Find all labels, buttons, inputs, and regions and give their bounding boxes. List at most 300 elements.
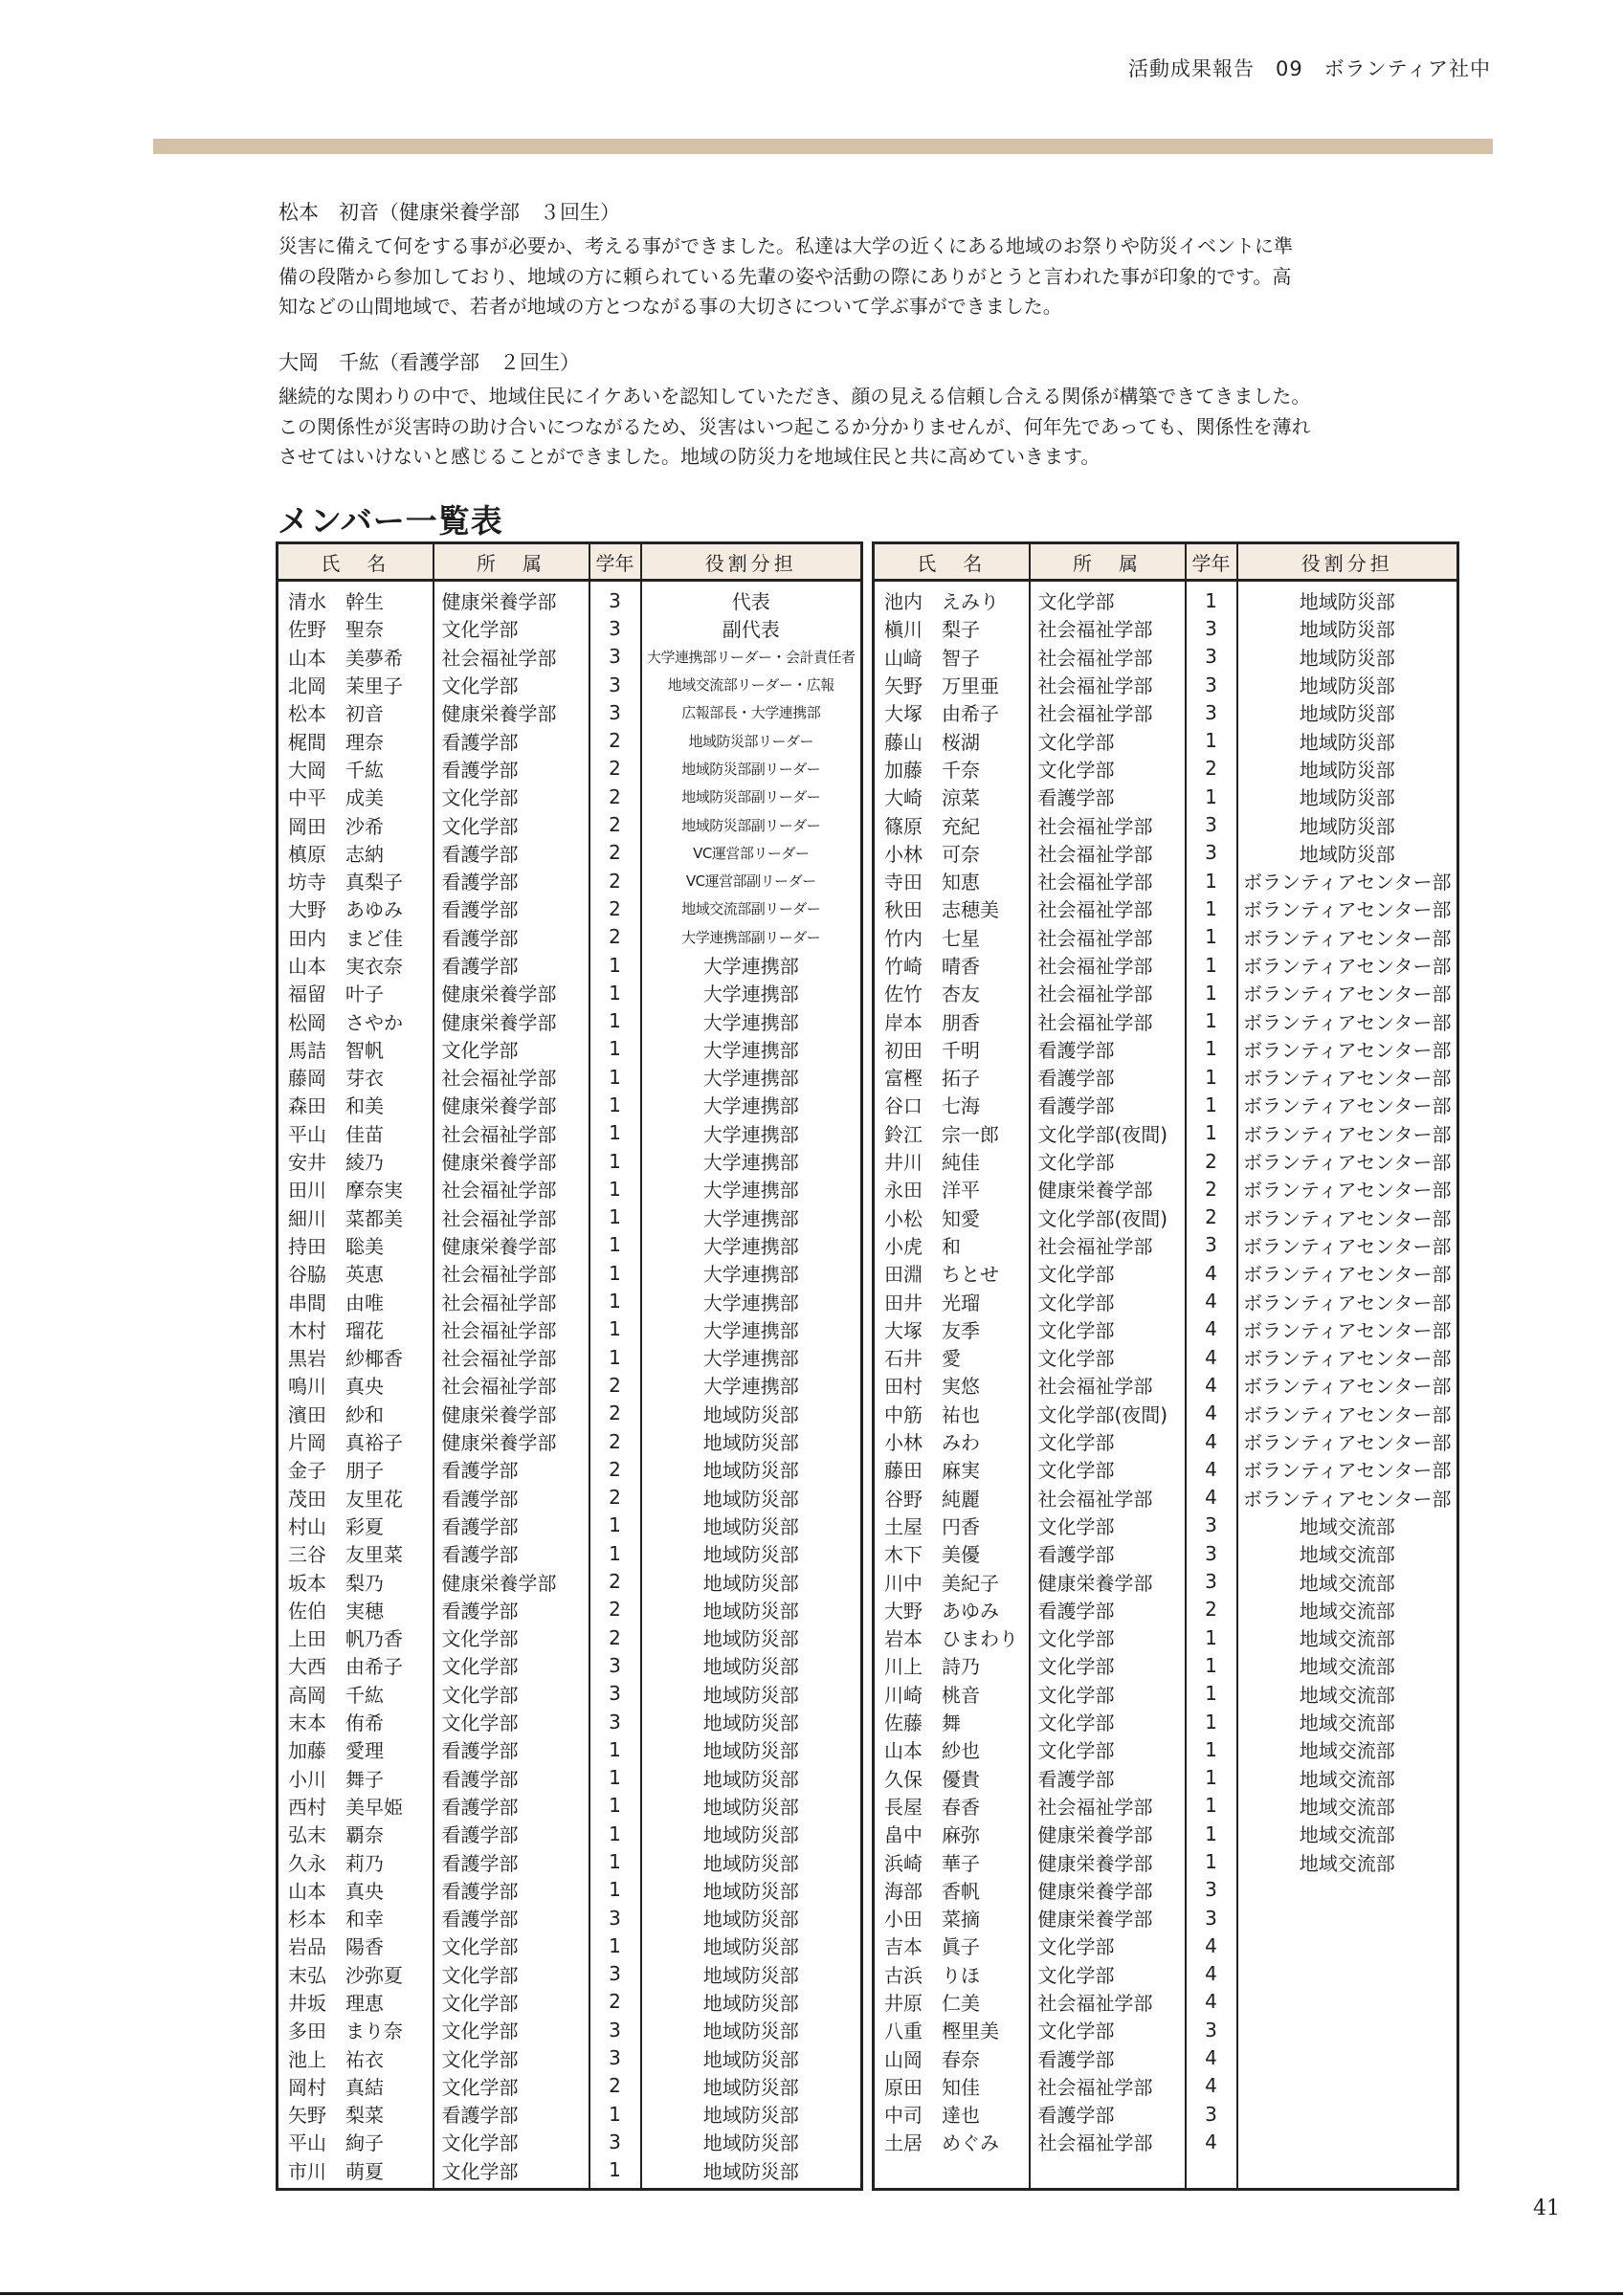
member-name: 原田 知佳	[874, 2072, 1030, 2100]
member-role: 地域交流部	[1237, 1651, 1458, 1679]
member-row	[874, 1259, 1458, 1287]
member-grade: 4	[1186, 1315, 1237, 1343]
member-grade: 1	[589, 1147, 641, 1175]
member-name: 山本 真央	[278, 1876, 434, 1904]
member-affiliation: 健康栄養学部	[1030, 1175, 1186, 1203]
member-name: 秋田 志穂美	[874, 894, 1030, 922]
member-affiliation: 文化学部	[434, 1932, 589, 1959]
member-row	[874, 1400, 1458, 1427]
member-affiliation: 社会福祉学部	[1030, 867, 1186, 894]
member-grade: 1	[589, 1175, 641, 1203]
member-grade: 4	[1186, 1259, 1237, 1287]
member-row	[278, 2128, 862, 2155]
member-name: 大塚 由希子	[874, 698, 1030, 726]
member-name: 矢野 梨菜	[278, 2100, 434, 2128]
member-row	[278, 671, 862, 698]
member-affiliation: 健康栄養学部	[434, 1427, 589, 1455]
member-row	[278, 1315, 862, 1343]
member-role: 地域防災部	[641, 1623, 862, 1651]
member-affiliation: 文化学部	[1030, 1932, 1186, 1959]
member-grade: 1	[1186, 1651, 1237, 1679]
member-table-right	[872, 541, 1459, 2191]
member-affiliation: 社会福祉学部	[434, 1315, 589, 1343]
member-affiliation: 看護学部	[434, 1763, 589, 1791]
member-grade: 1	[1186, 1763, 1237, 1791]
member-affiliation: 社会福祉学部	[434, 1371, 589, 1399]
member-role: ボランティアセンター部	[1237, 1287, 1458, 1314]
member-role: ボランティアセンター部	[1237, 1119, 1458, 1147]
member-role: 地域防災部	[641, 2156, 862, 2184]
member-name: 大岡 千紘	[278, 755, 434, 783]
member-row	[874, 1847, 1458, 1875]
member-name: 初田 千明	[874, 1035, 1030, 1063]
member-row	[278, 1371, 862, 1399]
member-grade: 3	[1186, 643, 1237, 671]
member-grade: 1	[589, 1539, 641, 1567]
member-row	[874, 979, 1458, 1006]
member-row	[874, 2043, 1458, 2071]
member-affiliation: 文化学部	[434, 1680, 589, 1708]
member-role: ボランティアセンター部	[1237, 1315, 1458, 1343]
member-row	[874, 1119, 1458, 1147]
member-grade: 1	[589, 2156, 641, 2184]
member-role: 地域防災部	[641, 1400, 862, 1427]
member-row	[874, 783, 1458, 810]
member-row	[278, 810, 862, 838]
member-name: 木下 美優	[874, 1539, 1030, 1567]
member-grade: 3	[589, 2128, 641, 2155]
member-row	[278, 1455, 862, 1483]
member-row	[278, 2016, 862, 2043]
member-affiliation: 文化学部	[1030, 1455, 1186, 1483]
member-grade: 2	[1186, 1175, 1237, 1203]
member-role: 大学連携部	[641, 1231, 862, 1259]
member-name: 小川 舞子	[278, 1763, 434, 1791]
member-grade: 1	[1186, 581, 1237, 615]
member-role: 地域防災部	[1237, 643, 1458, 671]
member-role: 地域防災部	[641, 1708, 862, 1735]
member-grade: 1	[1186, 1063, 1237, 1091]
member-name: 上田 帆乃香	[278, 1623, 434, 1651]
member-row	[874, 1567, 1458, 1595]
member-name: 小林 可奈	[874, 839, 1030, 867]
member-name: 清水 幹生	[278, 581, 434, 615]
member-grade: 1	[589, 1763, 641, 1791]
member-grade: 2	[1186, 1147, 1237, 1175]
member-name: 八重 樫里美	[874, 2016, 1030, 2043]
member-role: ボランティアセンター部	[1237, 1427, 1458, 1455]
member-grade: 1	[589, 2100, 641, 2128]
member-grade: 1	[1186, 726, 1237, 754]
member-name: 岸本 朋香	[874, 1006, 1030, 1034]
member-row	[874, 671, 1458, 698]
col-header-grade: 学年	[589, 543, 641, 581]
member-grade: 2	[589, 867, 641, 894]
member-affiliation: 社会福祉学部	[1030, 1792, 1186, 1820]
member-row	[874, 2072, 1458, 2100]
member-name: 鳴川 真央	[278, 1371, 434, 1399]
member-affiliation: 文化学部	[1030, 1287, 1186, 1314]
member-role: 大学連携部	[641, 1315, 862, 1343]
member-grade: 3	[1186, 839, 1237, 867]
member-role: VC運営部副リーダー	[641, 867, 862, 894]
member-role: 地域防災部	[641, 1512, 862, 1539]
member-affiliation: 看護学部	[1030, 2043, 1186, 2071]
member-affiliation: 看護学部	[434, 839, 589, 867]
member-affiliation: 文化学部	[1030, 1343, 1186, 1371]
member-affiliation: 社会福祉学部	[434, 1203, 589, 1231]
member-affiliation: 社会福祉学部	[1030, 923, 1186, 951]
member-role: 地域防災部副リーダー	[641, 810, 862, 838]
member-row	[874, 1708, 1458, 1735]
member-role: ボランティアセンター部	[1237, 894, 1458, 922]
member-grade: 3	[1186, 2100, 1237, 2128]
member-grade: 2	[1186, 1596, 1237, 1623]
member-grade: 3	[1186, 2016, 1237, 2043]
member-name: 安井 綾乃	[278, 1147, 434, 1175]
member-affiliation: 社会福祉学部	[434, 1259, 589, 1287]
member-name: 西村 美早姫	[278, 1792, 434, 1820]
member-name: 弘末 覇奈	[278, 1820, 434, 1847]
member-role	[1237, 1904, 1458, 1932]
member-role: 地域防災部	[641, 1484, 862, 1512]
member-name: 永田 洋平	[874, 1175, 1030, 1203]
member-role: 地域防災部	[641, 1988, 862, 2016]
member-row	[278, 1175, 862, 1203]
member-name: 加藤 愛理	[278, 1735, 434, 1763]
member-row	[874, 1680, 1458, 1708]
member-affiliation: 社会福祉学部	[1030, 2128, 1186, 2155]
member-affiliation: 社会福祉学部	[434, 643, 589, 671]
member-name: 富樫 拓子	[874, 1063, 1030, 1091]
col-header-affiliation: 所 属	[434, 543, 589, 581]
member-name: 岡村 真結	[278, 2072, 434, 2100]
member-row	[278, 1623, 862, 1651]
member-role: ボランティアセンター部	[1237, 1343, 1458, 1371]
member-row	[874, 1484, 1458, 1512]
member-grade: 4	[1186, 1427, 1237, 1455]
member-affiliation: 文化学部	[1030, 1680, 1186, 1708]
member-row	[874, 1455, 1458, 1483]
member-affiliation: 看護学部	[434, 867, 589, 894]
member-role: 大学連携部	[641, 1091, 862, 1118]
member-grade: 2	[589, 810, 641, 838]
member-row	[278, 2100, 862, 2128]
testimonial-2	[278, 347, 1446, 473]
member-role: 地域防災部	[641, 1876, 862, 1904]
member-name: 川中 美紀子	[874, 1567, 1030, 1595]
member-row	[278, 698, 862, 726]
member-name: 岩品 陽香	[278, 1932, 434, 1959]
member-role: 大学連携部	[641, 1371, 862, 1399]
table-filler-row	[278, 2184, 862, 2190]
member-row	[278, 1063, 862, 1091]
member-row	[874, 1792, 1458, 1820]
member-row	[874, 2100, 1458, 2128]
member-affiliation: 看護学部	[434, 1792, 589, 1820]
member-name: 高岡 千紘	[278, 1680, 434, 1708]
member-role: 地域防災部副リーダー	[641, 755, 862, 783]
member-role: 大学連携部	[641, 1343, 862, 1371]
member-row	[278, 614, 862, 642]
member-row	[874, 698, 1458, 726]
member-grade: 2	[589, 923, 641, 951]
member-affiliation: 文化学部	[1030, 1147, 1186, 1175]
member-role: 地域防災部	[641, 2128, 862, 2155]
member-affiliation: 健康栄養学部	[434, 1147, 589, 1175]
member-grade: 1	[1186, 1735, 1237, 1763]
member-row	[278, 1876, 862, 1904]
member-role: 地域防災部	[1237, 810, 1458, 838]
member-name: 小田 菜摘	[874, 1904, 1030, 1932]
member-role: 地域防災部	[641, 1651, 862, 1679]
member-row	[874, 923, 1458, 951]
member-role: 副代表	[641, 614, 862, 642]
member-role	[1237, 2072, 1458, 2100]
member-row	[278, 1259, 862, 1287]
member-role: 大学連携部	[641, 1259, 862, 1287]
member-role: ボランティアセンター部	[1237, 1203, 1458, 1231]
member-row	[278, 1596, 862, 1623]
col-header-name: 氏 名	[874, 543, 1030, 581]
member-row	[874, 1147, 1458, 1175]
member-affiliation: 社会福祉学部	[1030, 894, 1186, 922]
member-role: ボランティアセンター部	[1237, 1259, 1458, 1287]
testimonial-heading: 松本 初音（健康栄養学部 ３回生）	[278, 201, 620, 224]
member-grade: 3	[589, 1708, 641, 1735]
member-grade: 1	[1186, 979, 1237, 1006]
member-name: 古浜 りほ	[874, 1960, 1030, 1988]
member-affiliation: 文化学部	[434, 1623, 589, 1651]
member-name: 持田 聡美	[278, 1231, 434, 1259]
member-affiliation: 社会福祉学部	[434, 1343, 589, 1371]
member-affiliation: 看護学部	[434, 2100, 589, 2128]
member-affiliation: 文化学部	[434, 2043, 589, 2071]
testimonial-body: 災害に備えて何をする事が必要か、考える事ができました。私達は大学の近くにある地域のお祭りや防災イベントに準 備の段階から参加しており、地域の方に頼られている先輩の姿や活動の際にありがとうと言われた事が印象的です。高 知などの山間地域で、若者が地域の方とつながる事の大切さについて学ぶ事ができました。	[278, 234, 1293, 318]
member-row	[874, 951, 1458, 979]
member-grade: 2	[589, 1371, 641, 1399]
member-affiliation: 看護学部	[434, 923, 589, 951]
member-role: 大学連携部	[641, 1203, 862, 1231]
member-role: 地域交流部	[1237, 1539, 1458, 1567]
member-affiliation: 文化学部	[1030, 1427, 1186, 1455]
member-name: 竹内 七星	[874, 923, 1030, 951]
member-role: 大学連携部	[641, 1147, 862, 1175]
member-name: 大崎 涼菜	[874, 783, 1030, 810]
member-role	[1237, 1876, 1458, 1904]
member-affiliation: 健康栄養学部	[434, 1006, 589, 1034]
member-name: 井川 純佳	[874, 1147, 1030, 1175]
member-name: 松岡 さやか	[278, 1006, 434, 1034]
members-list-title: メンバー一覧表	[278, 502, 503, 540]
member-grade: 4	[1186, 2128, 1237, 2155]
member-row	[874, 1006, 1458, 1034]
member-affiliation: 文化学部	[434, 2156, 589, 2184]
member-affiliation: 文化学部	[434, 783, 589, 810]
member-grade: 1	[1186, 951, 1237, 979]
col-header-name: 氏 名	[278, 543, 434, 581]
member-role: ボランティアセンター部	[1237, 979, 1458, 1006]
member-grade: 3	[1186, 1512, 1237, 1539]
member-row	[874, 1735, 1458, 1763]
member-grade: 1	[589, 1203, 641, 1231]
member-role: ボランティアセンター部	[1237, 1006, 1458, 1034]
member-affiliation: 社会福祉学部	[1030, 951, 1186, 979]
member-row	[874, 2128, 1458, 2155]
member-row	[278, 1427, 862, 1455]
member-affiliation: 健康栄養学部	[434, 698, 589, 726]
member-row	[874, 1203, 1458, 1231]
member-grade: 1	[589, 1063, 641, 1091]
member-name: 福留 叶子	[278, 979, 434, 1006]
member-role: 地域防災部	[641, 1735, 862, 1763]
member-affiliation: 看護学部	[434, 1455, 589, 1483]
member-grade: 2	[1186, 1203, 1237, 1231]
member-grade: 1	[589, 1876, 641, 1904]
testimonial-1	[278, 197, 1446, 322]
member-affiliation: 看護学部	[434, 1735, 589, 1763]
member-name: 井原 仁美	[874, 1988, 1030, 2016]
member-role: 代表	[641, 581, 862, 615]
member-name: 土屋 円香	[874, 1512, 1030, 1539]
member-grade: 3	[589, 1904, 641, 1932]
member-role: 地域交流部	[1237, 1680, 1458, 1708]
member-name: 田村 実悠	[874, 1371, 1030, 1399]
member-grade: 2	[589, 1623, 641, 1651]
member-grade: 3	[1186, 1904, 1237, 1932]
member-grade: 1	[1186, 1035, 1237, 1063]
member-role: ボランティアセンター部	[1237, 867, 1458, 894]
member-role: 地域防災部	[641, 1820, 862, 1847]
member-affiliation: 社会福祉学部	[1030, 698, 1186, 726]
member-role: 地域防災部	[1237, 726, 1458, 754]
member-role: ボランティアセンター部	[1237, 1063, 1458, 1091]
member-role: 大学連携部リーダー・会計責任者	[641, 643, 862, 671]
member-role: 地域交流部	[1237, 1847, 1458, 1875]
member-grade: 3	[589, 1960, 641, 1988]
member-name: 佐野 聖奈	[278, 614, 434, 642]
member-role: 地域交流部	[1237, 1820, 1458, 1847]
member-grade: 1	[589, 1287, 641, 1314]
member-grade: 1	[1186, 923, 1237, 951]
member-affiliation: 社会福祉学部	[1030, 671, 1186, 698]
member-row	[278, 1820, 862, 1847]
member-grade: 1	[589, 1792, 641, 1820]
member-grade: 2	[589, 1988, 641, 2016]
member-role	[1237, 2100, 1458, 2128]
member-row	[278, 1988, 862, 2016]
member-role: 大学連携部	[641, 1006, 862, 1034]
member-role: ボランティアセンター部	[1237, 1400, 1458, 1427]
member-row	[874, 1651, 1458, 1679]
member-role: 大学連携部	[641, 1035, 862, 1063]
member-affiliation: 看護学部	[1030, 1035, 1186, 1063]
member-name: 坊寺 真梨子	[278, 867, 434, 894]
member-grade: 2	[1186, 755, 1237, 783]
member-affiliation: 文化学部	[434, 1960, 589, 1988]
member-name: 矢野 万里亜	[874, 671, 1030, 698]
member-affiliation: 社会福祉学部	[1030, 643, 1186, 671]
member-affiliation: 看護学部	[434, 1876, 589, 1904]
member-role: 地域交流部副リーダー	[641, 894, 862, 922]
member-row	[874, 1315, 1458, 1343]
member-name: 久保 優貴	[874, 1763, 1030, 1791]
member-row	[874, 1091, 1458, 1118]
member-affiliation: 看護学部	[1030, 1091, 1186, 1118]
member-row	[874, 1988, 1458, 2016]
member-row	[278, 1203, 862, 1231]
member-grade: 4	[1186, 1960, 1237, 1988]
member-name: 田川 摩奈実	[278, 1175, 434, 1203]
member-row	[278, 951, 862, 979]
member-affiliation: 文化学部	[1030, 1512, 1186, 1539]
member-role: 地域防災部	[641, 1680, 862, 1708]
member-grade: 4	[1186, 1287, 1237, 1314]
member-affiliation: 文化学部	[434, 1708, 589, 1735]
member-grade: 2	[589, 1567, 641, 1595]
member-affiliation: 看護学部	[434, 951, 589, 979]
member-grade: 1	[1186, 1623, 1237, 1651]
member-role	[1237, 1960, 1458, 1988]
member-name: 川崎 桃音	[874, 1680, 1030, 1708]
member-affiliation: 文化学部	[434, 1651, 589, 1679]
member-grade: 1	[1186, 1119, 1237, 1147]
member-role: ボランティアセンター部	[1237, 1035, 1458, 1063]
member-affiliation: 文化学部	[1030, 1651, 1186, 1679]
member-name: 三谷 友里菜	[278, 1539, 434, 1567]
member-affiliation: 社会福祉学部	[1030, 979, 1186, 1006]
member-name: 藤田 麻実	[874, 1455, 1030, 1483]
member-affiliation: 文化学部	[1030, 1960, 1186, 1988]
member-name: 吉本 眞子	[874, 1932, 1030, 1959]
member-affiliation: 看護学部	[1030, 1763, 1186, 1791]
member-grade: 2	[589, 1596, 641, 1623]
member-row	[278, 643, 862, 671]
member-role: 地域交流部	[1237, 1567, 1458, 1595]
member-affiliation: 看護学部	[434, 755, 589, 783]
member-grade: 4	[1186, 2043, 1237, 2071]
member-role	[1237, 1932, 1458, 1959]
member-row	[278, 1847, 862, 1875]
member-affiliation: 文化学部	[1030, 1259, 1186, 1287]
member-name: 黒岩 紗椰香	[278, 1343, 434, 1371]
member-grade: 3	[589, 671, 641, 698]
member-role: 地域交流部	[1237, 1792, 1458, 1820]
member-affiliation: 看護学部	[1030, 1063, 1186, 1091]
member-name: 山本 実衣奈	[278, 951, 434, 979]
member-affiliation: 看護学部	[434, 894, 589, 922]
member-affiliation: 文化学部(夜間)	[1030, 1203, 1186, 1231]
member-row	[278, 1147, 862, 1175]
member-row	[278, 1119, 862, 1147]
member-row	[278, 923, 862, 951]
col-header-affiliation: 所 属	[1030, 543, 1186, 581]
member-name: 佐伯 実穂	[278, 1596, 434, 1623]
member-name: 馬詰 智帆	[278, 1035, 434, 1063]
member-row	[278, 1231, 862, 1259]
member-grade: 2	[589, 2072, 641, 2100]
member-name: 田内 まど佳	[278, 923, 434, 951]
member-grade: 4	[1186, 1455, 1237, 1483]
member-role: ボランティアセンター部	[1237, 1231, 1458, 1259]
member-role: 大学連携部	[641, 1119, 862, 1147]
member-affiliation: 看護学部	[1030, 783, 1186, 810]
member-affiliation: 看護学部	[434, 1512, 589, 1539]
bottom-rule	[0, 2292, 1623, 2295]
member-name: 小虎 和	[874, 1231, 1030, 1259]
member-role: 地域防災部	[641, 1427, 862, 1455]
member-affiliation: 社会福祉学部	[1030, 1006, 1186, 1034]
